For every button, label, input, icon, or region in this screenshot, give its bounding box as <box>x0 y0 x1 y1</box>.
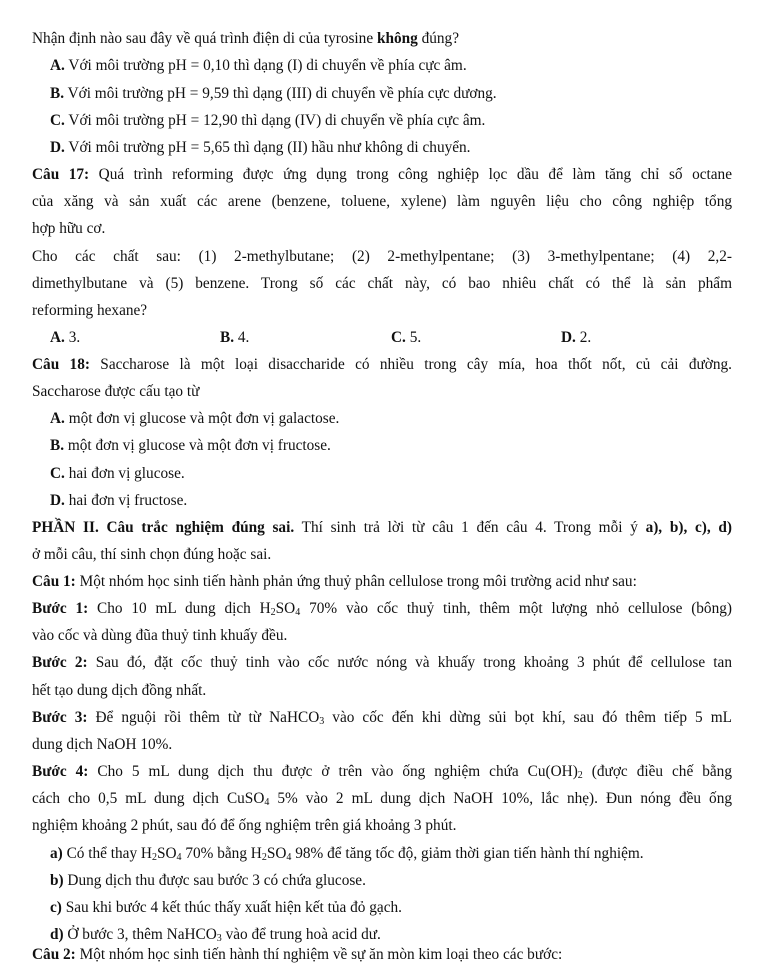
option-text: Với môi trường pH = 5,65 thì dạng (II) hầu như không di chuyển. <box>64 139 471 156</box>
item-text: 70% bằng H <box>181 845 262 862</box>
step-text: SO <box>275 600 296 617</box>
item-text: SO <box>266 845 287 862</box>
part2-item-letters: a), b), c), d) <box>645 519 733 536</box>
option-text: Với môi trường pH = 9,59 thì dạng (III) di chuyển về phía cực dương. <box>64 85 497 102</box>
q16-option-a <box>50 52 732 79</box>
q16-stem <box>32 25 732 52</box>
item-label: b) <box>50 872 64 889</box>
subscript: 2 <box>577 770 583 781</box>
q18-option-a <box>50 405 732 432</box>
step-label: Bước 1: <box>32 600 89 617</box>
option-text: một đơn vị glucose và một đơn vị galactose. <box>64 410 340 427</box>
step-text: Cho 10 mL dung dịch H <box>88 600 271 617</box>
option-label: D. <box>50 139 65 156</box>
q17-option-d <box>561 324 591 351</box>
option-text: hai đơn vị glucose. <box>64 465 185 482</box>
option-text: một đơn vị glucose và một đơn vị fructose. <box>64 437 331 454</box>
q18-line-2: Saccharose được cấu tạo từ <box>32 383 200 400</box>
q16-option-c <box>50 107 732 134</box>
c1-step4-line-2 <box>32 785 732 812</box>
q16-stem-end: đúng? <box>417 30 459 47</box>
q17-option-b <box>220 324 249 351</box>
c1-label: Câu 1: <box>32 573 76 590</box>
c1-step1-line-1 <box>32 595 732 622</box>
step-text: cách cho 0,5 mL dung dịch CuSO <box>32 790 265 807</box>
q18-line-1 <box>32 351 732 378</box>
option-label: B. <box>50 85 65 102</box>
option-text: 3. <box>64 329 81 346</box>
c1-item-b <box>50 867 732 894</box>
item-text: Ở bước 3, thêm NaHCO <box>63 926 217 943</box>
subscript: 4 <box>286 852 292 863</box>
option-label: C. <box>50 112 65 129</box>
step-text: (được điều chế bằng <box>582 763 732 780</box>
item-text: Có thể thay H <box>62 845 152 862</box>
subscript: 4 <box>176 852 182 863</box>
q16-option-d <box>50 134 732 161</box>
item-text: Dung dịch thu được sau bước 3 có chứa glucose. <box>63 872 366 889</box>
q16-stem-emphasis: không <box>376 30 418 47</box>
option-label: B. <box>50 437 65 454</box>
q18-option-b <box>50 432 732 459</box>
c1-intro <box>32 568 732 595</box>
subscript: 2 <box>261 852 267 863</box>
part2-line-2: ở mỗi câu, thí sinh chọn đúng hoặc sai. <box>32 546 272 563</box>
q16-option-b <box>50 80 732 107</box>
c1-step2-line-1 <box>32 649 732 676</box>
subscript: 2 <box>270 607 276 618</box>
c2-label: Câu 2: <box>32 946 76 963</box>
option-text: Với môi trường pH = 12,90 thì dạng (IV) di chuyển về phía cực âm. <box>64 112 486 129</box>
c2-intro-text: Một nhóm học sinh tiến hành thí nghiệm về sự ăn mòn kim loại theo các bước: <box>75 946 563 963</box>
c1-step4-line-1 <box>32 758 732 785</box>
item-label: d) <box>50 926 64 943</box>
part2-heading: PHẦN II. Câu trắc nghiệm đúng sai. <box>32 519 295 536</box>
q16-stem-text: Nhận định nào sau đây về quá trình điện di của tyrosine <box>32 30 377 47</box>
option-text: 4. <box>234 329 250 346</box>
part2-instructions: Thí sinh trả lời từ câu 1 đến câu 4. Trong mỗi ý <box>294 519 646 536</box>
item-text: 98% để tăng tốc độ, giảm thời gian tiến hành thí nghiệm. <box>291 845 644 862</box>
option-label: D. <box>50 492 65 509</box>
step-text: 5% vào 2 mL dung dịch NaOH 10%, lắc nhẹ). Đun nóng đều ống <box>269 790 732 807</box>
step-label: Bước 2: <box>32 654 88 671</box>
c1-step3-line-1 <box>32 704 732 731</box>
step-label: Bước 4: <box>32 763 89 780</box>
item-label: c) <box>50 899 62 916</box>
step-label: Bước 3: <box>32 709 88 726</box>
option-text: 2. <box>575 329 592 346</box>
q17-line-3: hợp hữu cơ. <box>32 220 106 237</box>
item-text: Sau khi bước 4 kết thúc thấy xuất hiện kết tủa đỏ gạch. <box>61 899 402 916</box>
subscript: 4 <box>264 797 270 808</box>
subscript: 4 <box>295 607 301 618</box>
q17-label: Câu 17: <box>32 166 90 183</box>
item-text: SO <box>156 845 177 862</box>
c1-step1-line-2: vào cốc và dùng đũa thuỷ tinh khuấy đều. <box>32 627 288 644</box>
item-text: vào để trung hoà acid dư. <box>221 926 381 943</box>
q17-option-c <box>391 324 421 351</box>
q17-line-6: reforming hexane? <box>32 302 148 319</box>
c1-item-c <box>50 894 732 921</box>
subscript: 3 <box>216 933 222 944</box>
subscript: 3 <box>319 716 325 727</box>
q17-line-1 <box>32 161 732 188</box>
q18-option-c <box>50 460 732 487</box>
subscript: 2 <box>151 852 157 863</box>
option-label: A. <box>50 329 65 346</box>
step-text: 70% vào cốc thuỷ tinh, thêm một lượng nhỏ cellulose (bông) <box>300 600 732 617</box>
option-label: B. <box>220 329 235 346</box>
option-text: 5. <box>405 329 422 346</box>
q17-option-a <box>50 324 80 351</box>
q17-line-2: của xăng và sản xuất các arene (benzene, toluene, xylene) làm nguyên liệu cho công nghiệp tổng <box>32 193 732 210</box>
q18-text: Saccharose là một loại disaccharide có nhiều trong cây mía, hoa thốt nốt, củ cải đường. <box>89 356 732 373</box>
c1-step4-line-3: nghiệm khoảng 2 phút, sau đó để ống nghiệm trên giá khoảng 3 phút. <box>32 817 457 834</box>
step-text: vào cốc đến khi dừng sủi bọt khí, sau đó thêm tiếp 5 mL <box>324 709 732 726</box>
option-text: hai đơn vị fructose. <box>64 492 188 509</box>
c1-step2-line-2: hết tạo dung dịch đồng nhất. <box>32 682 207 699</box>
q17-line-5: dimethylbutane và (5) benzene. Trong số các chất này, có bao nhiêu chất có thể là sản phẩm <box>32 275 732 292</box>
part2-heading-line <box>32 514 732 541</box>
step-text: Sau đó, đặt cốc thuỷ tinh vào cốc nước nóng và khuấy trong khoảng 3 phút để cellulose tan <box>87 654 732 671</box>
option-label: D. <box>561 329 576 346</box>
q17-text: Quá trình reforming được ứng dụng trong công nghiệp lọc dầu để làm tăng chỉ số octane <box>89 166 732 183</box>
option-label: A. <box>50 410 65 427</box>
step-text: Cho 5 mL dung dịch thu được ở trên vào ống nghiệm chứa Cu(OH) <box>88 763 578 780</box>
option-label: A. <box>50 57 65 74</box>
c2-intro <box>32 941 732 968</box>
c1-intro-text: Một nhóm học sinh tiến hành phản ứng thuỷ phân cellulose trong môi trường acid như sau: <box>75 573 637 590</box>
q17-line-4: Cho các chất sau: (1) 2-methylbutane; (2) 2-methylpentane; (3) 3-methylpentane; (4) 2,2- <box>32 248 732 265</box>
item-label: a) <box>50 845 63 862</box>
option-label: C. <box>391 329 406 346</box>
option-label: C. <box>50 465 65 482</box>
c1-item-a <box>50 840 732 867</box>
q18-option-d <box>50 487 732 514</box>
step-text: Để nguội rồi thêm từ từ NaHCO <box>87 709 320 726</box>
q18-label: Câu 18: <box>32 356 90 373</box>
c1-step3-line-2: dung dịch NaOH 10%. <box>32 736 173 753</box>
option-text: Với môi trường pH = 0,10 thì dạng (I) di chuyển về phía cực âm. <box>64 57 467 74</box>
